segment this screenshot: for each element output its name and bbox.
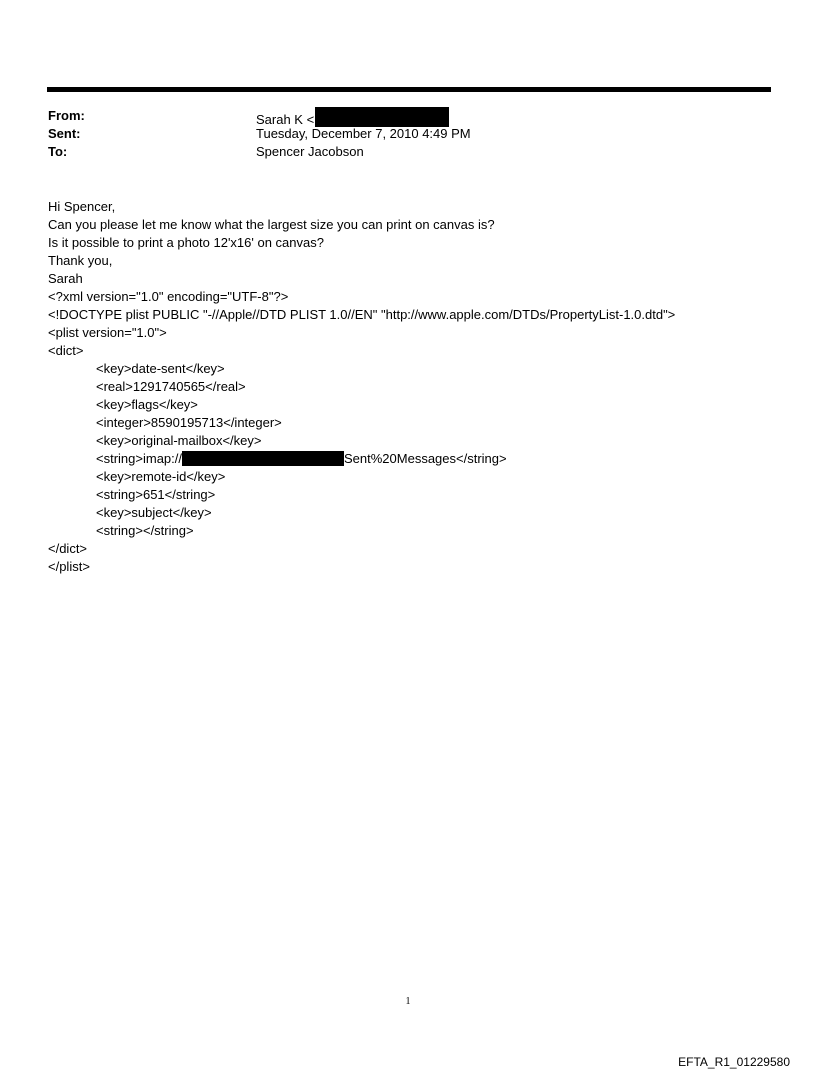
signature: Sarah <box>48 271 83 286</box>
plist-line: <key>original-mailbox</key> <box>96 433 262 448</box>
sent-value: Tuesday, December 7, 2010 4:49 PM <box>256 126 471 141</box>
closing: Thank you, <box>48 253 113 268</box>
body-line: Is it possible to print a photo 12'x16' on canvas? <box>48 235 324 250</box>
sent-label: Sent: <box>48 126 81 141</box>
plist-line: <plist version="1.0"> <box>48 325 167 340</box>
plist-line: </plist> <box>48 559 90 574</box>
redaction-box <box>315 107 449 127</box>
to-label: To: <box>48 144 68 159</box>
plist-line: <!DOCTYPE plist PUBLIC "-//Apple//DTD PLIST 1.0//EN" "http://www.apple.com/DTDs/PropertyList-1.0.dtd"> <box>48 307 676 322</box>
plist-line: <string></string> <box>96 523 194 538</box>
plist-line: <real>1291740565</real> <box>96 379 246 394</box>
from-name: Sarah K < <box>256 112 315 127</box>
email-body <box>48 198 675 576</box>
plist-line <box>48 450 675 468</box>
mailbox-prefix: <string>imap:// <box>96 451 182 466</box>
plist-line: <string>651</string> <box>96 487 216 502</box>
to-value: Spencer Jacobson <box>256 144 364 159</box>
plist-line: <key>subject</key> <box>96 505 212 520</box>
body-line: Can you please let me know what the largest size you can print on canvas is? <box>48 217 495 232</box>
plist-line: </dict> <box>48 541 88 556</box>
page-number: 1 <box>405 996 411 1007</box>
redaction-box <box>182 451 344 466</box>
document-id: EFTA_R1_01229580 <box>678 1055 790 1069</box>
plist-line: <key>remote-id</key> <box>96 469 226 484</box>
plist-line: <integer>8590195713</integer> <box>96 415 282 430</box>
plist-line: <dict> <box>48 343 84 358</box>
mailbox-suffix: Sent%20Messages</string> <box>344 451 507 466</box>
plist-line: <key>date-sent</key> <box>96 361 225 376</box>
plist-line: <?xml version="1.0" encoding="UTF-8"?> <box>48 289 289 304</box>
from-label: From: <box>48 108 85 123</box>
header-rule <box>47 87 771 92</box>
plist-line: <key>flags</key> <box>96 397 198 412</box>
greeting: Hi Spencer, <box>48 199 116 214</box>
